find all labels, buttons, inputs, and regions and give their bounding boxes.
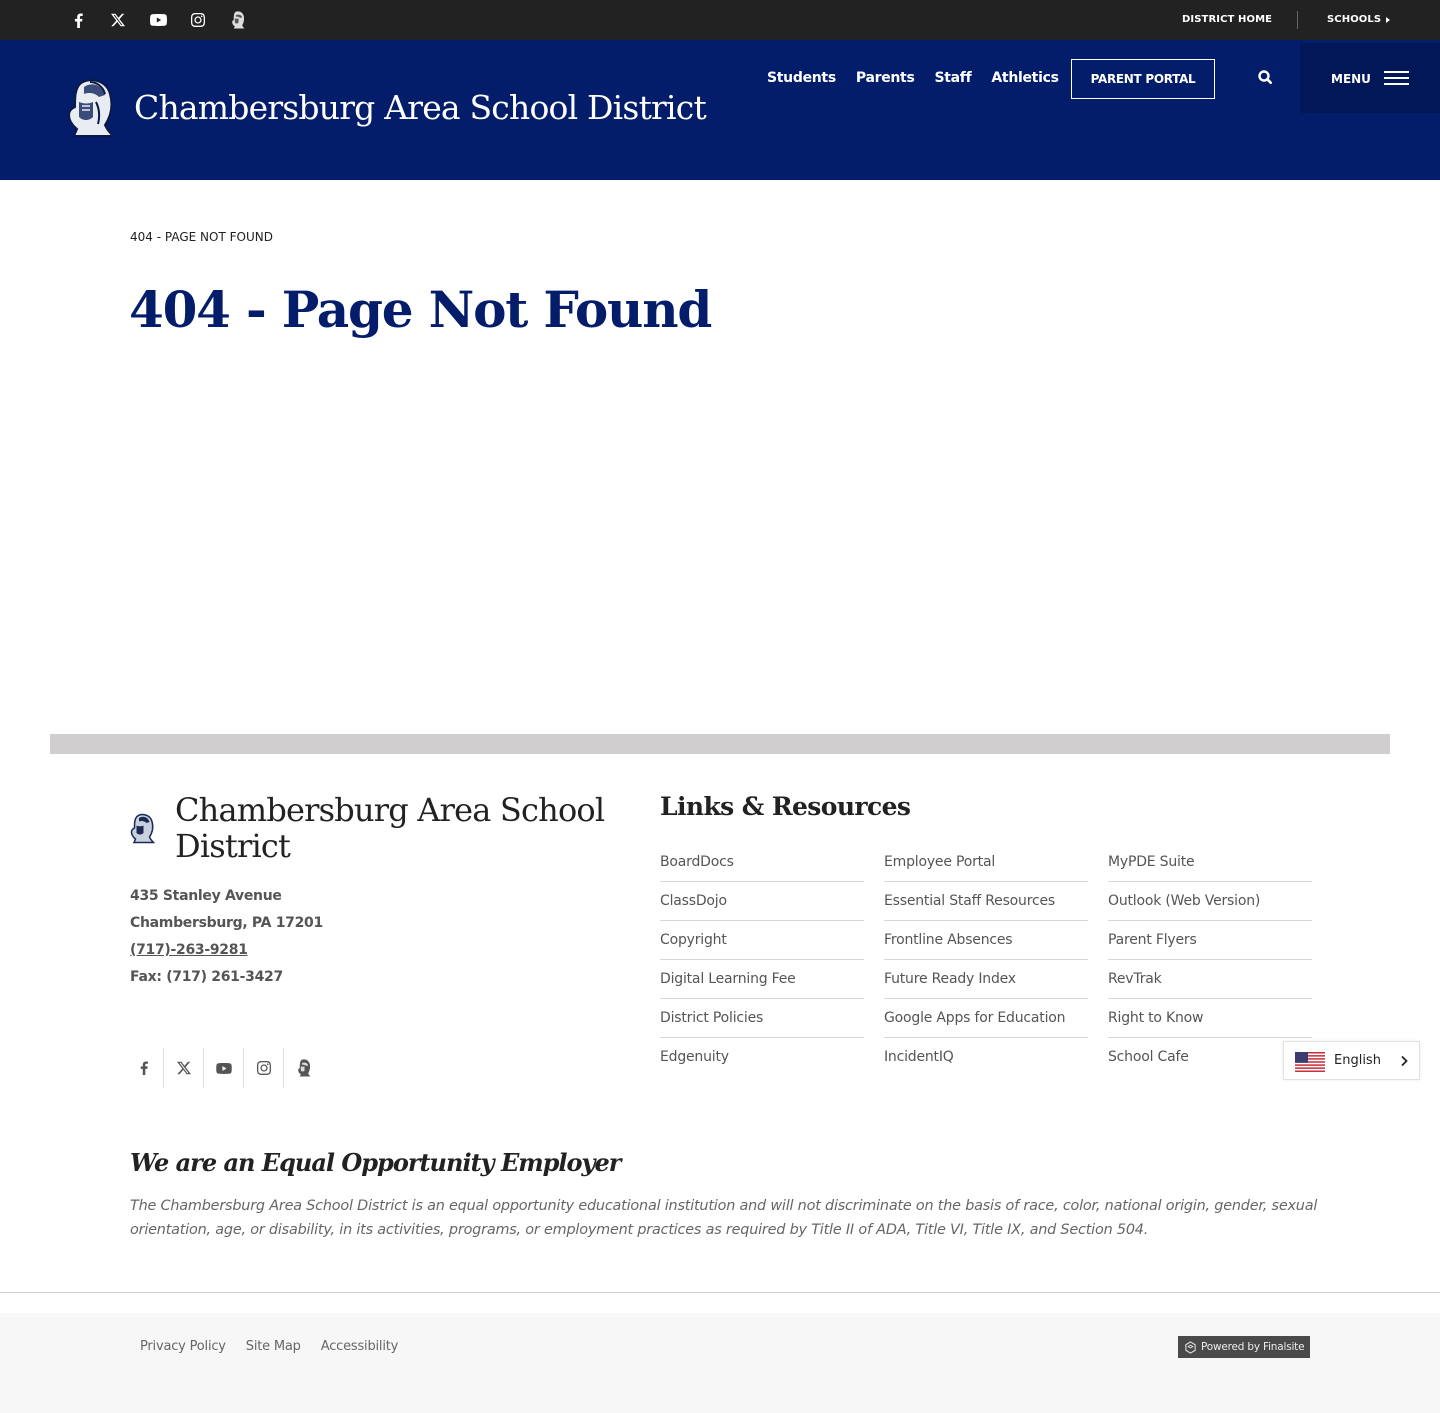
- instagram-icon: [191, 13, 205, 27]
- utility-bar: [0, 0, 1440, 40]
- utility-divider: [1297, 11, 1298, 29]
- footer-youtube-link[interactable]: [204, 1048, 244, 1088]
- utility-social-links: [58, 0, 258, 40]
- bottom-bar: [0, 1313, 1440, 1413]
- link-district-policies[interactable]: District Policies: [660, 999, 864, 1038]
- language-selector[interactable]: [1283, 1041, 1420, 1080]
- site-title[interactable]: Chambersburg Area School District: [134, 88, 706, 127]
- link-employee-portal[interactable]: Employee Portal: [884, 843, 1088, 882]
- links-column-2: [884, 843, 1088, 1077]
- knight-logo-icon: [66, 78, 118, 140]
- facebook-link[interactable]: [58, 0, 98, 40]
- parent-portal-button[interactable]: PARENT PORTAL: [1071, 59, 1215, 99]
- site-map-link[interactable]: Site Map: [245, 1339, 301, 1354]
- accessibility-link[interactable]: Accessibility: [320, 1339, 399, 1354]
- district-home-link[interactable]: DISTRICT HOME: [1182, 14, 1273, 25]
- main-nav: [767, 70, 1059, 86]
- phone-link[interactable]: (717)-263-9281: [130, 942, 248, 958]
- content-divider-bar: [50, 734, 1390, 754]
- link-essential-staff-resources[interactable]: Essential Staff Resources: [884, 882, 1088, 921]
- x-twitter-icon: [177, 1061, 191, 1075]
- link-future-ready-index[interactable]: Future Ready Index: [884, 960, 1088, 999]
- link-classdojo[interactable]: ClassDojo: [660, 882, 864, 921]
- schools-dropdown[interactable]: [1327, 14, 1390, 25]
- privacy-policy-link[interactable]: Privacy Policy: [140, 1339, 226, 1354]
- link-mypde-suite[interactable]: MyPDE Suite: [1108, 843, 1312, 882]
- eoe-statement: The Chambersburg Area School District is an equal opportunity educational institution and will not discriminate on the basis of race, color, national origin, gender, sexual orientation, age, or disability, in its activities, programs, or employment practices as required by Title II of ADA, Title VI, Title IX, and Section 504.: [130, 1198, 1318, 1238]
- powered-by-finalsite-badge[interactable]: [1178, 1336, 1310, 1358]
- instagram-link[interactable]: [178, 0, 218, 40]
- instagram-icon: [257, 1061, 271, 1075]
- youtube-link[interactable]: [138, 0, 178, 40]
- footer-site-title: Chambersburg Area School District: [175, 791, 605, 865]
- link-parent-flyers[interactable]: Parent Flyers: [1108, 921, 1312, 960]
- facebook-icon: [140, 1061, 148, 1075]
- facebook-icon: [74, 13, 83, 28]
- search-icon: [1254, 66, 1276, 88]
- caret-right-icon: [1386, 17, 1390, 23]
- hamburger-icon: [1384, 71, 1409, 87]
- schools-label: SCHOOLS: [1327, 14, 1382, 25]
- menu-label: MENU: [1331, 72, 1371, 86]
- chevron-right-icon: [1399, 1055, 1409, 1067]
- page-title: 404 - Page Not Found: [129, 280, 712, 339]
- powered-by-label: Powered by Finalsite: [1201, 1341, 1305, 1353]
- district-app-link[interactable]: [218, 0, 258, 40]
- link-copyright[interactable]: Copyright: [660, 921, 864, 960]
- knight-logo-icon: [231, 11, 245, 29]
- address-street: 435 Stanley Avenue: [130, 888, 282, 904]
- x-twitter-link[interactable]: [98, 0, 138, 40]
- bottom-links: [140, 1339, 398, 1354]
- footer-divider: [0, 1292, 1440, 1293]
- menu-button[interactable]: [1300, 43, 1440, 113]
- fax-number: Fax: (717) 261-3427: [130, 969, 283, 985]
- x-twitter-icon: [111, 13, 125, 27]
- nav-staff[interactable]: Staff: [934, 70, 972, 86]
- site-header: [0, 40, 1440, 180]
- knight-logo-icon: [130, 812, 156, 846]
- us-flag-icon: [1295, 1052, 1325, 1072]
- link-right-to-know[interactable]: Right to Know: [1108, 999, 1312, 1038]
- footer-logo[interactable]: [130, 812, 156, 846]
- links-heading: Links & Resources: [660, 792, 911, 821]
- language-label: English: [1334, 1053, 1381, 1068]
- knight-logo-icon: [297, 1059, 311, 1077]
- footer-x-twitter-link[interactable]: [164, 1048, 204, 1088]
- link-edgenuity[interactable]: Edgenuity: [660, 1049, 729, 1065]
- youtube-icon: [150, 14, 167, 26]
- link-revtrak[interactable]: RevTrak: [1108, 960, 1312, 999]
- breadcrumb: 404 - PAGE NOT FOUND: [130, 230, 273, 244]
- link-incidentiq[interactable]: IncidentIQ: [884, 1049, 954, 1065]
- footer-address: [130, 885, 323, 993]
- link-google-apps[interactable]: Google Apps for Education: [884, 999, 1088, 1038]
- search-button[interactable]: [1254, 66, 1276, 88]
- link-frontline-absences[interactable]: Frontline Absences: [884, 921, 1088, 960]
- address-city: Chambersburg, PA 17201: [130, 915, 323, 931]
- footer-instagram-link[interactable]: [244, 1048, 284, 1088]
- nav-parents[interactable]: Parents: [855, 70, 915, 86]
- footer-district-app-link[interactable]: [284, 1048, 324, 1088]
- district-logo[interactable]: [66, 78, 118, 140]
- links-column-3: [1108, 843, 1312, 1077]
- link-school-cafe[interactable]: School Cafe: [1108, 1049, 1189, 1065]
- nav-athletics[interactable]: Athletics: [991, 70, 1059, 86]
- link-digital-learning-fee[interactable]: Digital Learning Fee: [660, 960, 864, 999]
- link-boarddocs[interactable]: BoardDocs: [660, 843, 864, 882]
- nav-students[interactable]: Students: [767, 70, 836, 86]
- links-grid: [660, 843, 1312, 1077]
- footer-social-links: [124, 1048, 324, 1088]
- footer-facebook-link[interactable]: [124, 1048, 164, 1088]
- youtube-icon: [216, 1063, 232, 1074]
- eoe-heading: We are an Equal Opportunity Employer: [130, 1148, 621, 1177]
- links-column-1: [660, 843, 864, 1077]
- finalsite-logo-icon: [1184, 1341, 1197, 1354]
- link-outlook[interactable]: Outlook (Web Version): [1108, 882, 1312, 921]
